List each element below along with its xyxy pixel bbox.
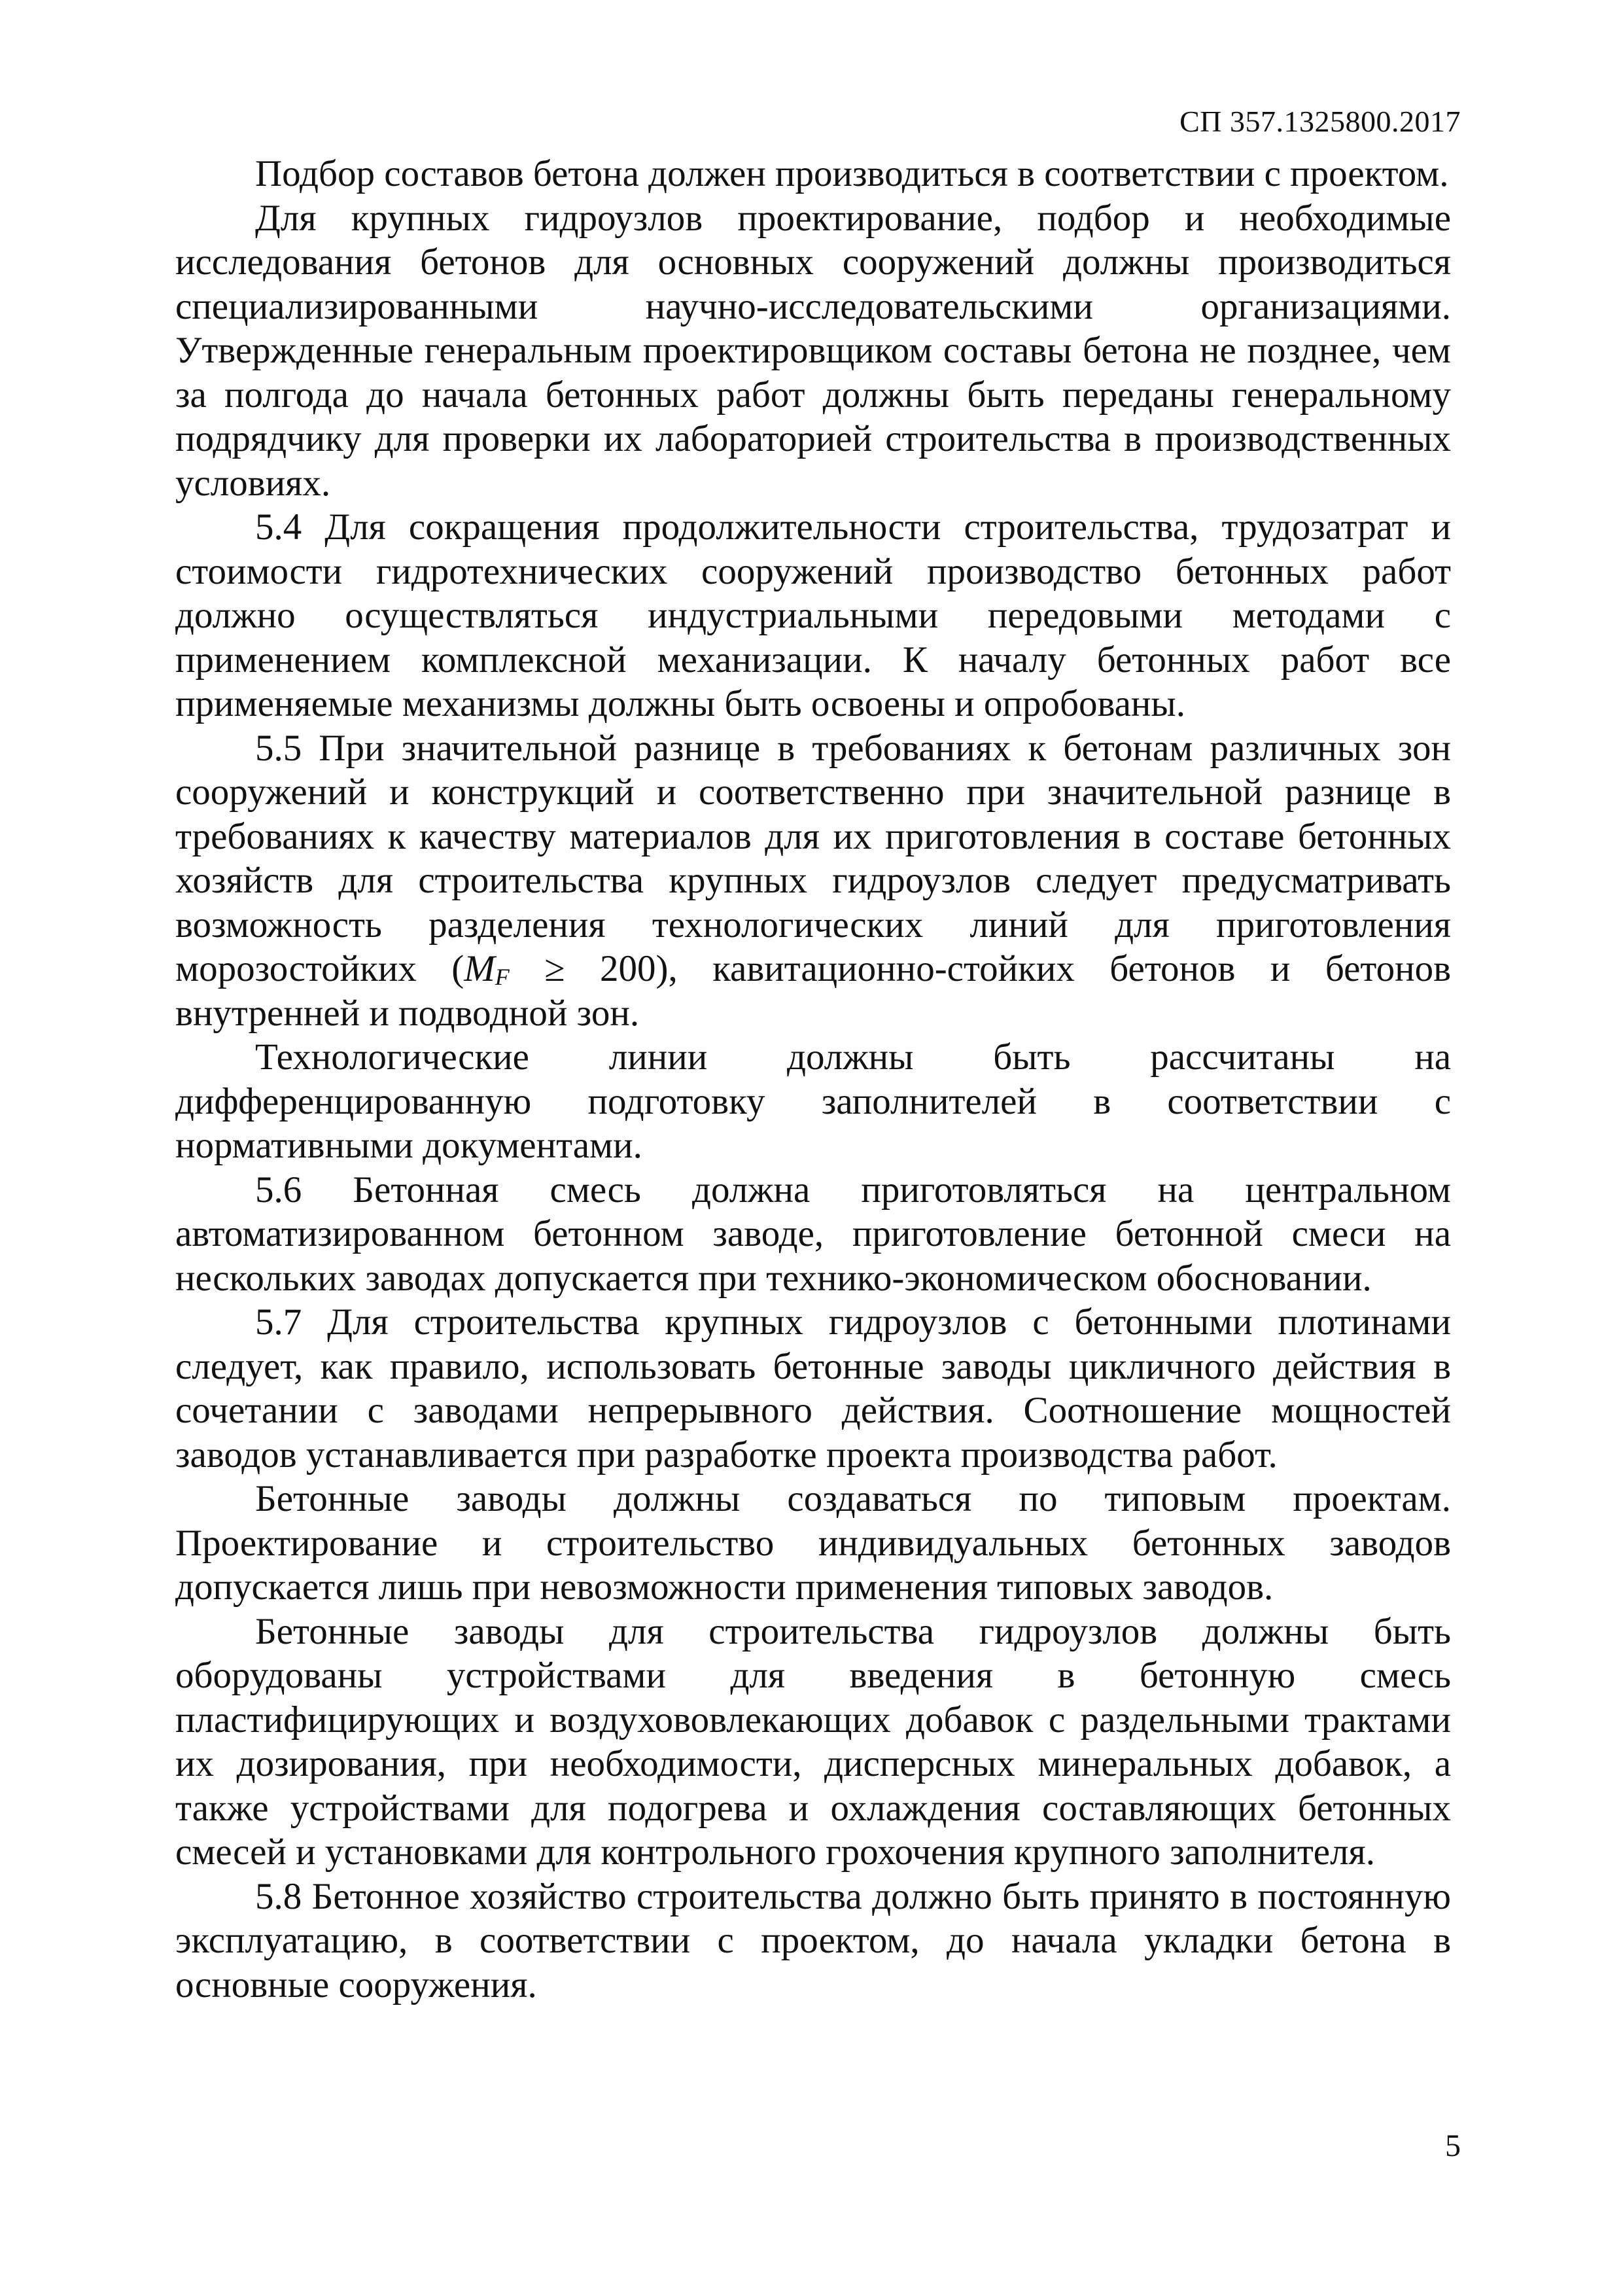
document-body	[175, 152, 1451, 2007]
paragraph-5-6: 5.6 Бетонная смесь должна приготовляться на центральном автоматизированном бетонном заводе, приготовление бетонной смеси на нескольких заводах допускается при технико-экономическом обосновании.	[175, 1169, 1451, 1299]
paragraph-5-7: 5.7 Для строительства крупных гидроузлов с бетонными плотинами следует, как правило, использовать бетонные заводы цикличного действия в сочетании с заводами непрерывного действия. Соотношение мощностей заводов устанавливается при разработке проекта производства работ.	[175, 1301, 1451, 1475]
paragraph-5-4: 5.4 Для сокращения продолжительности строительства, трудозатрат и стоимости гидротехнических сооружений производство бетонных работ должно осуществляться индустриальными передовыми методами с применением комплексной механизации. К началу бетонных работ все применяемые механизмы должны быть освоены и опробованы.	[175, 506, 1451, 724]
page-number: 5	[1445, 2128, 1461, 2163]
paragraph-large-hydro-nodes-research: Для крупных гидроузлов проектирование, подбор и необходимые исследования бетонов для основных сооружений должны производиться специализированными научно-исследовательскими организациями. Утвержденные генеральным проектировщиком составы бетона не позднее, чем за полгода до начала бетонных работ должны быть переданы генеральному подрядчику для проверки их лабораторией строительства в производственных условиях.	[175, 197, 1451, 504]
paragraph-5-5-text-before: 5.5 При значительной разнице в требованиях к бетонам различных зон сооружений и конструкций и соответственно при значительной разнице в требованиях к качеству материалов для их приготовления в составе бетонных хозяйств для строительства крупных гидроузлов следует предусматривать возможность разделения технологических линий для приготовления морозостойких (	[175, 727, 1451, 989]
paragraph-plant-equipment: Бетонные заводы для строительства гидроузлов должны быть оборудованы устройствами для введения в бетонную смесь пластифицирующих и воздухововлекающих добавок с раздельными трактами их дозирования, при необходимости, дисперсных минеральных добавок, а также устройствами для подогрева и охлаждения составляющих бетонных смесей и установками для контрольного грохочения крупного заполнителя.	[175, 1610, 1451, 1873]
paragraph-concrete-mix-selection: Подбор составов бетона должен производиться в соответствии с проектом.	[255, 153, 1449, 194]
paragraph-5-5-text-after: ≥ 200), кавитационно-стойких бетонов и бетонов внутренней и подводной зон.	[175, 948, 1452, 1034]
frost-resistance-symbol: $M_F$	[464, 948, 510, 990]
paragraph-technological-lines: Технологические линии должны быть рассчитаны на дифференцированную подготовку заполнителей в соответствии с нормативными документами.	[175, 1036, 1451, 1166]
paragraph-typical-projects: Бетонные заводы должны создаваться по типовым проектам. Проектирование и строительство индивидуальных бетонных заводов допускается лишь при невозможности применения типовых заводов.	[175, 1478, 1451, 1608]
paragraph-5-8: 5.8 Бетонное хозяйство строительства должно быть принято в постоянную эксплуатацию, в соответствии с проектом, до начала укладки бетона в основные сооружения.	[175, 1875, 1451, 2005]
document-code-header: СП 357.1325800.2017	[1179, 105, 1461, 138]
paragraph-5-5	[175, 726, 1451, 1036]
